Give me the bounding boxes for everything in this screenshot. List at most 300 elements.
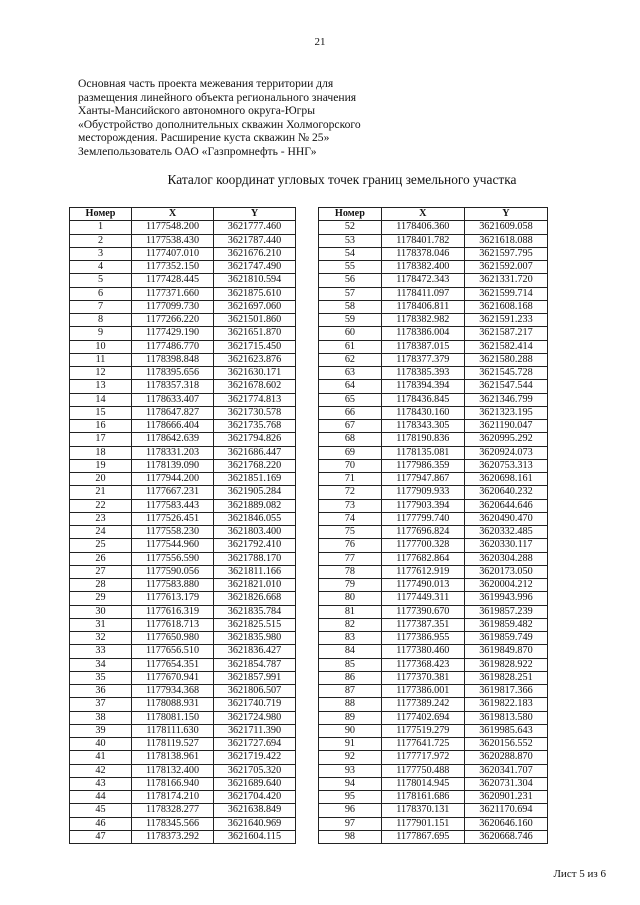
table-row	[319, 287, 548, 300]
coord-y: 3620490.470	[464, 512, 547, 525]
table-row	[70, 327, 296, 340]
point-number: 24	[70, 526, 132, 539]
table-row	[70, 221, 296, 234]
table-row	[70, 830, 296, 843]
header-line: Ханты-Мансийского автономного округа-Югры	[78, 104, 316, 118]
column-header-number: Номер	[70, 208, 132, 221]
point-number: 85	[319, 658, 382, 671]
column-header-x: X	[132, 208, 214, 221]
point-number: 2	[70, 234, 132, 247]
table-row	[70, 340, 296, 353]
table-row	[70, 234, 296, 247]
coord-y: 3620288.870	[464, 751, 547, 764]
coord-x: 1177618.713	[132, 618, 214, 631]
point-number: 96	[319, 804, 382, 817]
coord-y: 3621727.694	[214, 738, 296, 751]
table-row	[319, 420, 548, 433]
coord-y: 3621889.082	[214, 499, 296, 512]
point-number: 74	[319, 512, 382, 525]
table-row	[319, 221, 548, 234]
coord-x: 1178395.656	[132, 367, 214, 380]
coord-x: 1177449.311	[381, 592, 464, 605]
table-row	[70, 539, 296, 552]
coord-y: 3621597.795	[464, 247, 547, 260]
sheet-counter: Лист 5 из 6	[553, 868, 606, 880]
table-row	[319, 512, 548, 525]
coord-y: 3621582.414	[464, 340, 547, 353]
table-row	[319, 499, 548, 512]
table-row	[70, 698, 296, 711]
coord-x: 1178119.527	[132, 738, 214, 751]
table-row	[70, 764, 296, 777]
coord-y: 3621724.980	[214, 711, 296, 724]
table-row	[70, 685, 296, 698]
point-number: 72	[319, 486, 382, 499]
table-row	[319, 539, 548, 552]
table-row	[70, 393, 296, 406]
point-number: 81	[319, 605, 382, 618]
coord-x: 1178378.046	[381, 247, 464, 260]
coord-y: 3621854.787	[214, 658, 296, 671]
coord-y: 3621704.420	[214, 791, 296, 804]
table-row	[70, 420, 296, 433]
point-number: 3	[70, 247, 132, 260]
point-number: 11	[70, 353, 132, 366]
coord-y: 3621846.055	[214, 512, 296, 525]
coord-y: 3621811.166	[214, 565, 296, 578]
point-number: 77	[319, 552, 382, 565]
coord-y: 3621730.578	[214, 406, 296, 419]
coord-y: 3621735.768	[214, 420, 296, 433]
table-row	[70, 804, 296, 817]
coord-x: 1177654.351	[132, 658, 214, 671]
coord-y: 3620330.117	[464, 539, 547, 552]
coordinates-table-right	[318, 207, 548, 844]
coord-x: 1177656.510	[132, 645, 214, 658]
point-number: 83	[319, 632, 382, 645]
coord-y: 3621826.668	[214, 592, 296, 605]
coord-x: 1177544.960	[132, 539, 214, 552]
coord-y: 3621638.849	[214, 804, 296, 817]
table-row	[70, 671, 296, 684]
coord-y: 3620901.231	[464, 791, 547, 804]
coord-x: 1178382.982	[381, 314, 464, 327]
coord-x: 1178088.931	[132, 698, 214, 711]
coord-x: 1177526.451	[132, 512, 214, 525]
table-row	[319, 353, 548, 366]
coord-y: 3621803.400	[214, 526, 296, 539]
table-row	[70, 791, 296, 804]
point-number: 18	[70, 446, 132, 459]
point-number: 47	[70, 830, 132, 843]
point-number: 60	[319, 327, 382, 340]
coord-x: 1178647.827	[132, 406, 214, 419]
point-number: 52	[319, 221, 382, 234]
point-number: 9	[70, 327, 132, 340]
coord-x: 1177266.220	[132, 314, 214, 327]
header-line: размещения линейного объекта регионального значения	[78, 90, 357, 104]
point-number: 98	[319, 830, 382, 843]
coord-y: 3621618.088	[464, 234, 547, 247]
coord-x: 1177099.730	[132, 300, 214, 313]
coord-y: 3621323.195	[464, 406, 547, 419]
coord-x: 1177947.867	[381, 473, 464, 486]
coord-y: 3621346.799	[464, 393, 547, 406]
point-number: 66	[319, 406, 382, 419]
coord-y: 3621836.427	[214, 645, 296, 658]
table-row	[319, 367, 548, 380]
point-number: 80	[319, 592, 382, 605]
column-header-number: Номер	[319, 208, 382, 221]
coord-x: 1178370.131	[381, 804, 464, 817]
coord-y: 3619985.643	[464, 724, 547, 737]
table-row	[319, 618, 548, 631]
coord-x: 1178357.318	[132, 380, 214, 393]
point-number: 42	[70, 764, 132, 777]
coord-x: 1177386.001	[381, 685, 464, 698]
point-number: 70	[319, 459, 382, 472]
coord-x: 1177700.328	[381, 539, 464, 552]
coord-x: 1178161.686	[381, 791, 464, 804]
point-number: 68	[319, 433, 382, 446]
coord-y: 3621651.870	[214, 327, 296, 340]
point-number: 31	[70, 618, 132, 631]
point-number: 93	[319, 764, 382, 777]
coord-y: 3621806.507	[214, 685, 296, 698]
point-number: 75	[319, 526, 382, 539]
table-row	[70, 711, 296, 724]
point-number: 89	[319, 711, 382, 724]
page-number: 21	[314, 36, 326, 48]
coord-x: 1178377.379	[381, 353, 464, 366]
coord-y: 3621857.991	[214, 671, 296, 684]
point-number: 82	[319, 618, 382, 631]
table-row	[319, 817, 548, 830]
coord-y: 3621705.320	[214, 764, 296, 777]
table-row	[319, 247, 548, 260]
coord-y: 3621810.594	[214, 274, 296, 287]
coord-y: 3621630.171	[214, 367, 296, 380]
table-row	[319, 579, 548, 592]
table-row	[319, 552, 548, 565]
table-row	[70, 724, 296, 737]
header-line: месторождения. Расширение куста скважин № 25»	[78, 131, 330, 145]
coord-y: 3620341.707	[464, 764, 547, 777]
coord-y: 3619828.251	[464, 671, 547, 684]
point-number: 91	[319, 738, 382, 751]
table-row	[319, 791, 548, 804]
coord-y: 3620731.304	[464, 777, 547, 790]
point-number: 15	[70, 406, 132, 419]
coord-y: 3621792.410	[214, 539, 296, 552]
coord-y: 3620753.313	[464, 459, 547, 472]
table-row	[70, 817, 296, 830]
table-row	[70, 406, 296, 419]
table-row	[319, 433, 548, 446]
coord-x: 1177407.010	[132, 247, 214, 260]
table-row	[70, 579, 296, 592]
coord-x: 1177486.770	[132, 340, 214, 353]
catalog-title: Каталог координат угловых точек границ земельного участка	[167, 172, 517, 187]
coord-y: 3620004.212	[464, 579, 547, 592]
header-line: Землепользователь ОАО «Газпромнефть - ННГ»	[78, 144, 317, 158]
coord-x: 1178328.277	[132, 804, 214, 817]
table-row	[319, 300, 548, 313]
point-number: 62	[319, 353, 382, 366]
point-number: 63	[319, 367, 382, 380]
table-row	[319, 605, 548, 618]
table-row	[70, 446, 296, 459]
point-number: 73	[319, 499, 382, 512]
coord-x: 1178166.940	[132, 777, 214, 790]
point-number: 23	[70, 512, 132, 525]
table-row	[70, 473, 296, 486]
table-row	[319, 671, 548, 684]
table-row	[319, 724, 548, 737]
point-number: 46	[70, 817, 132, 830]
coord-x: 1177352.150	[132, 261, 214, 274]
coord-x: 1177519.279	[381, 724, 464, 737]
coord-y: 3621609.058	[464, 221, 547, 234]
point-number: 94	[319, 777, 382, 790]
coord-x: 1177386.955	[381, 632, 464, 645]
point-number: 33	[70, 645, 132, 658]
coord-y: 3621794.826	[214, 433, 296, 446]
point-number: 34	[70, 658, 132, 671]
coord-y: 3621905.284	[214, 486, 296, 499]
point-number: 88	[319, 698, 382, 711]
point-number: 10	[70, 340, 132, 353]
coord-x: 1177934.368	[132, 685, 214, 698]
coord-y: 3620640.232	[464, 486, 547, 499]
coord-x: 1178138.961	[132, 751, 214, 764]
table-row	[319, 340, 548, 353]
coord-x: 1177548.200	[132, 221, 214, 234]
coord-y: 3619943.996	[464, 592, 547, 605]
coord-x: 1177390.670	[381, 605, 464, 618]
coord-y: 3621170.694	[464, 804, 547, 817]
table-row	[70, 314, 296, 327]
point-number: 26	[70, 552, 132, 565]
coord-y: 3621821.010	[214, 579, 296, 592]
coord-x: 1178139.090	[132, 459, 214, 472]
coord-y: 3621787.440	[214, 234, 296, 247]
table-row	[319, 261, 548, 274]
coord-x: 1178401.782	[381, 234, 464, 247]
coord-y: 3621599.714	[464, 287, 547, 300]
table-row	[70, 751, 296, 764]
coord-y: 3619813.580	[464, 711, 547, 724]
coord-y: 3620668.746	[464, 830, 547, 843]
point-number: 79	[319, 579, 382, 592]
coord-x: 1177370.381	[381, 671, 464, 684]
coord-y: 3621774.813	[214, 393, 296, 406]
table-row	[319, 658, 548, 671]
coord-x: 1178190.836	[381, 433, 464, 446]
coord-x: 1177750.488	[381, 764, 464, 777]
coord-y: 3621592.007	[464, 261, 547, 274]
coord-x: 1177944.200	[132, 473, 214, 486]
table-row	[319, 711, 548, 724]
table-row	[70, 367, 296, 380]
point-number: 8	[70, 314, 132, 327]
coord-y: 3621547.544	[464, 380, 547, 393]
coord-x: 1178387.015	[381, 340, 464, 353]
point-number: 95	[319, 791, 382, 804]
table-row	[319, 830, 548, 843]
coord-x: 1178111.630	[132, 724, 214, 737]
coord-x: 1177909.933	[381, 486, 464, 499]
table-row	[70, 486, 296, 499]
point-number: 78	[319, 565, 382, 578]
coord-y: 3621747.490	[214, 261, 296, 274]
table-row	[70, 605, 296, 618]
coord-y: 3620173.050	[464, 565, 547, 578]
coord-x: 1177612.919	[381, 565, 464, 578]
coord-x: 1177380.460	[381, 645, 464, 658]
point-number: 90	[319, 724, 382, 737]
point-number: 14	[70, 393, 132, 406]
coord-x: 1177428.445	[132, 274, 214, 287]
coord-y: 3621331.720	[464, 274, 547, 287]
table-row	[319, 406, 548, 419]
coord-x: 1177901.151	[381, 817, 464, 830]
coord-x: 1178174.210	[132, 791, 214, 804]
coord-x: 1177903.394	[381, 499, 464, 512]
coord-y: 3621190.047	[464, 420, 547, 433]
point-number: 28	[70, 579, 132, 592]
coord-x: 1178343.305	[381, 420, 464, 433]
coord-y: 3621587.217	[464, 327, 547, 340]
point-number: 5	[70, 274, 132, 287]
table-row	[319, 632, 548, 645]
coord-x: 1178430.160	[381, 406, 464, 419]
project-header	[78, 77, 418, 159]
point-number: 61	[319, 340, 382, 353]
table-row	[70, 433, 296, 446]
coord-y: 3621608.168	[464, 300, 547, 313]
point-number: 13	[70, 380, 132, 393]
point-number: 56	[319, 274, 382, 287]
coord-x: 1178373.292	[132, 830, 214, 843]
coord-x: 1178406.811	[381, 300, 464, 313]
point-number: 41	[70, 751, 132, 764]
coord-y: 3621875.610	[214, 287, 296, 300]
point-number: 86	[319, 671, 382, 684]
point-number: 25	[70, 539, 132, 552]
point-number: 20	[70, 473, 132, 486]
coord-x: 1178331.203	[132, 446, 214, 459]
coord-y: 3619859.482	[464, 618, 547, 631]
point-number: 19	[70, 459, 132, 472]
table-row	[319, 274, 548, 287]
coord-x: 1177387.351	[381, 618, 464, 631]
point-number: 87	[319, 685, 382, 698]
table-row	[319, 751, 548, 764]
coord-x: 1177583.443	[132, 499, 214, 512]
table-row	[70, 512, 296, 525]
point-number: 54	[319, 247, 382, 260]
point-number: 43	[70, 777, 132, 790]
table-row	[319, 459, 548, 472]
coord-y: 3621580.288	[464, 353, 547, 366]
coord-x: 1178666.404	[132, 420, 214, 433]
point-number: 57	[319, 287, 382, 300]
table-row	[70, 300, 296, 313]
coord-y: 3620924.073	[464, 446, 547, 459]
point-number: 84	[319, 645, 382, 658]
table-row	[70, 499, 296, 512]
column-header-y: Y	[214, 208, 296, 221]
point-number: 35	[70, 671, 132, 684]
coord-x: 1177558.230	[132, 526, 214, 539]
coord-y: 3619817.366	[464, 685, 547, 698]
point-number: 7	[70, 300, 132, 313]
coord-y: 3621788.170	[214, 552, 296, 565]
coord-y: 3621719.422	[214, 751, 296, 764]
table-row	[70, 526, 296, 539]
table-header-row	[319, 208, 548, 221]
coord-x: 1178081.150	[132, 711, 214, 724]
coord-y: 3619859.749	[464, 632, 547, 645]
table-row	[319, 380, 548, 393]
point-number: 21	[70, 486, 132, 499]
coord-x: 1177667.231	[132, 486, 214, 499]
table-row	[319, 486, 548, 499]
table-row	[70, 353, 296, 366]
point-number: 92	[319, 751, 382, 764]
point-number: 38	[70, 711, 132, 724]
coord-y: 3620304.288	[464, 552, 547, 565]
coord-x: 1177590.056	[132, 565, 214, 578]
coord-x: 1177556.590	[132, 552, 214, 565]
table-row	[70, 261, 296, 274]
table-header-row	[70, 208, 296, 221]
coord-x: 1178642.639	[132, 433, 214, 446]
table-row	[319, 327, 548, 340]
point-number: 39	[70, 724, 132, 737]
coord-x: 1177986.359	[381, 459, 464, 472]
coord-y: 3620156.552	[464, 738, 547, 751]
coord-x: 1178386.004	[381, 327, 464, 340]
point-number: 40	[70, 738, 132, 751]
coord-y: 3621686.447	[214, 446, 296, 459]
table-row	[70, 632, 296, 645]
point-number: 4	[70, 261, 132, 274]
point-number: 29	[70, 592, 132, 605]
coord-y: 3619822.183	[464, 698, 547, 711]
table-row	[70, 738, 296, 751]
coordinates-table-left	[69, 207, 296, 844]
table-row	[319, 314, 548, 327]
point-number: 67	[319, 420, 382, 433]
table-row	[70, 380, 296, 393]
coord-x: 1178436.845	[381, 393, 464, 406]
point-number: 76	[319, 539, 382, 552]
point-number: 55	[319, 261, 382, 274]
coord-x: 1178398.848	[132, 353, 214, 366]
table-row	[319, 393, 548, 406]
coord-x: 1177867.695	[381, 830, 464, 843]
coord-y: 3620332.485	[464, 526, 547, 539]
table-row	[319, 592, 548, 605]
table-row	[70, 565, 296, 578]
column-header-y: Y	[464, 208, 547, 221]
point-number: 64	[319, 380, 382, 393]
coord-y: 3621689.640	[214, 777, 296, 790]
table-row	[319, 565, 548, 578]
coord-x: 1178135.081	[381, 446, 464, 459]
